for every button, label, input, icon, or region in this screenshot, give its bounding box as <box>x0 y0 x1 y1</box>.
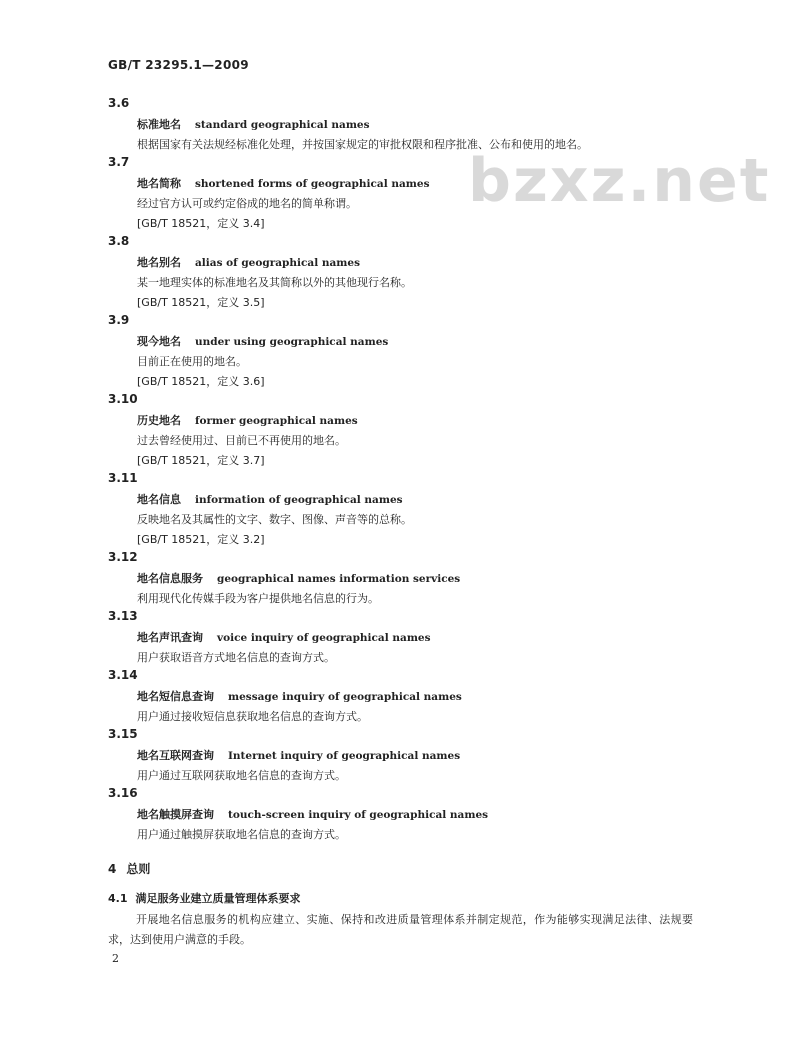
term-heading <box>137 570 460 586</box>
term-entry <box>108 609 708 668</box>
term-english-name: information of geographical names <box>195 494 403 506</box>
term-english-name: former geographical names <box>195 415 358 427</box>
term-english-name: message inquiry of geographical names <box>228 691 462 703</box>
term-english-name: alias of geographical names <box>195 257 360 269</box>
term-chinese-name: 现今地名 <box>137 335 181 348</box>
term-heading <box>137 629 431 645</box>
term-english-name: standard geographical names <box>195 119 370 131</box>
term-source-reference: [GB/T 18521，定义 3.5] <box>137 296 265 309</box>
term-definition: 用户通过互联网获取地名信息的查询方式。 <box>137 769 346 782</box>
term-source-reference: [GB/T 18521，定义 3.6] <box>137 375 265 388</box>
standard-number-header: GB/T 23295.1—2009 <box>108 58 249 72</box>
term-definition: 用户获取语音方式地名信息的查询方式。 <box>137 651 335 664</box>
term-heading <box>137 412 358 428</box>
subsection-number: 4.1 <box>108 892 128 905</box>
terms-list <box>108 96 708 845</box>
term-entry <box>108 96 708 155</box>
term-chinese-name: 地名别名 <box>137 256 181 269</box>
term-chinese-name: 地名信息 <box>137 493 181 506</box>
term-chinese-name: 地名简称 <box>137 177 181 190</box>
term-english-name: geographical names information services <box>217 573 461 585</box>
term-source-reference: [GB/T 18521，定义 3.7] <box>137 454 265 467</box>
term-number: 3.16 <box>108 786 138 800</box>
section-heading <box>108 860 150 877</box>
subsection-paragraph: 开展地名信息服务的机构应建立、实施、保持和改进质量管理体系并制定规范，作为能够实现满足法律、法规要求，达到使用户满意的手段。 <box>108 913 693 946</box>
term-definition: 目前正在使用的地名。 <box>137 355 247 368</box>
term-number: 3.14 <box>108 668 138 682</box>
term-entry <box>108 471 708 550</box>
term-entry <box>108 313 708 392</box>
term-english-name: Internet inquiry of geographical names <box>228 750 461 762</box>
subsection-heading <box>108 890 301 906</box>
term-english-name: voice inquiry of geographical names <box>217 632 431 644</box>
section-title: 总则 <box>126 862 151 876</box>
watermark-text: bzxz.net <box>468 146 771 216</box>
term-number: 3.10 <box>108 392 138 406</box>
term-number: 3.12 <box>108 550 138 564</box>
term-chinese-name: 地名声讯查询 <box>137 631 203 644</box>
term-definition: 过去曾经使用过、目前已不再使用的地名。 <box>137 434 346 447</box>
term-number: 3.9 <box>108 313 130 327</box>
term-heading <box>137 254 360 270</box>
term-chinese-name: 地名短信息查询 <box>137 690 214 703</box>
term-source-reference: [GB/T 18521，定义 3.4] <box>137 217 265 230</box>
term-number: 3.15 <box>108 727 138 741</box>
term-english-name: touch-screen inquiry of geographical names <box>228 809 489 821</box>
term-definition: 某一地理实体的标准地名及其简称以外的其他现行名称。 <box>137 276 412 289</box>
term-entry <box>108 392 708 471</box>
section-number: 4 <box>108 862 117 876</box>
term-heading <box>137 333 388 349</box>
term-heading <box>137 175 429 191</box>
term-entry <box>108 727 708 786</box>
term-number: 3.8 <box>108 234 130 248</box>
term-english-name: under using geographical names <box>195 336 389 348</box>
term-entry <box>108 550 708 609</box>
term-definition: 用户通过触摸屏获取地名信息的查询方式。 <box>137 828 346 841</box>
term-entry <box>108 155 708 234</box>
term-heading <box>137 116 370 132</box>
term-chinese-name: 地名信息服务 <box>137 572 203 585</box>
term-heading <box>137 491 403 507</box>
term-entry <box>108 668 708 727</box>
term-number: 3.11 <box>108 471 138 485</box>
term-entry <box>108 786 708 845</box>
term-entry <box>108 234 708 313</box>
term-definition: 用户通过接收短信息获取地名信息的查询方式。 <box>137 710 368 723</box>
term-chinese-name: 地名互联网查询 <box>137 749 214 762</box>
term-chinese-name: 地名触摸屏查询 <box>137 808 214 821</box>
term-number: 3.7 <box>108 155 130 169</box>
term-definition: 根据国家有关法规经标准化处理，并按国家规定的审批权限和程序批准、公布和使用的地名。 <box>137 138 588 151</box>
term-chinese-name: 历史地名 <box>137 414 181 427</box>
term-heading <box>137 747 460 763</box>
term-chinese-name: 标准地名 <box>137 118 181 131</box>
term-number: 3.6 <box>108 96 130 110</box>
term-heading <box>137 688 462 704</box>
term-definition: 经过官方认可或约定俗成的地名的简单称谓。 <box>137 197 357 210</box>
term-source-reference: [GB/T 18521，定义 3.2] <box>137 533 265 546</box>
term-english-name: shortened forms of geographical names <box>195 178 430 190</box>
term-heading <box>137 806 488 822</box>
term-definition: 利用现代化传媒手段为客户提供地名信息的行为。 <box>137 592 379 605</box>
term-number: 3.13 <box>108 609 138 623</box>
term-definition: 反映地名及其属性的文字、数字、图像、声音等的总称。 <box>137 513 412 526</box>
subsection-title: 满足服务业建立质量管理体系要求 <box>135 892 301 905</box>
page-number: 2 <box>112 952 119 965</box>
